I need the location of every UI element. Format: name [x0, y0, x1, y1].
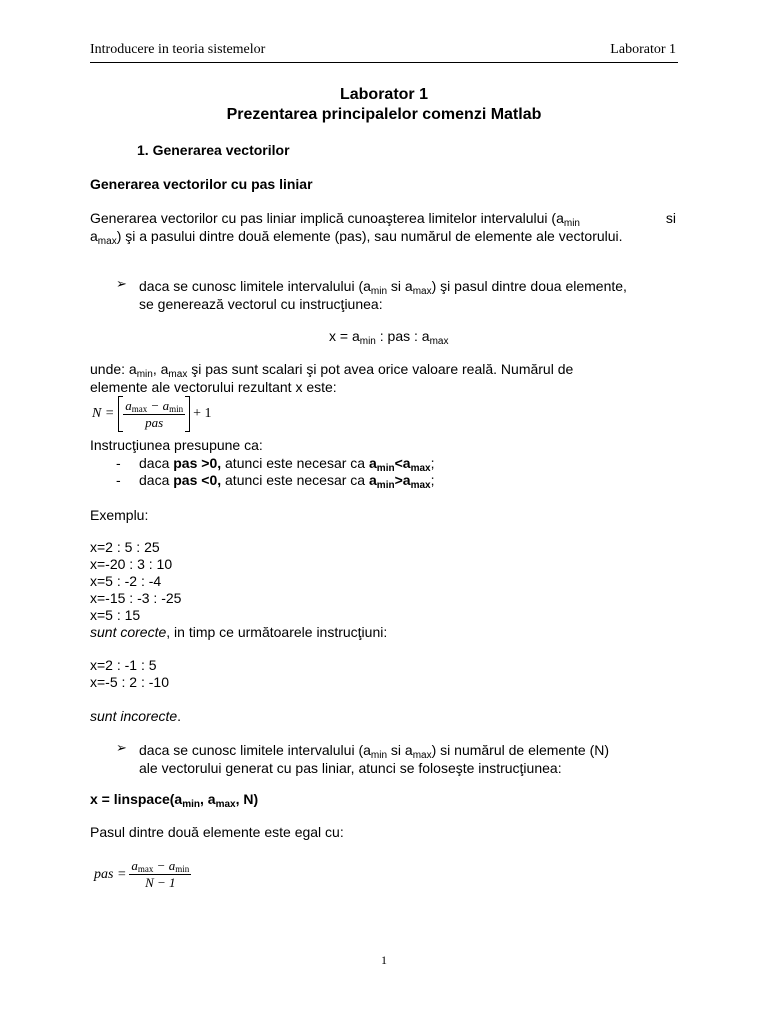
formula-pas-fraction: $\frac{amax - amin}{N - 1}$ [131, 858, 190, 890]
arrow-bullet-icon: ➢ [116, 276, 127, 291]
example-incorrect-line: x=2 : -1 : 5 [90, 657, 157, 673]
bullet2-text: daca se cunosc limitele intervalului ($a_{min}$ si $a_{max}$) si numărul de elemente (N) ale vectorului generat cu pas liniar, atunci se foloseşte instrucţiunea: [139, 741, 676, 777]
linspace-command: $x = linspace(a_{min}$, $a_{max}$, N) [90, 791, 259, 810]
formula-n-plus: + 1 [193, 406, 212, 421]
example-correct-line: x=2 : 5 : 25 [90, 539, 160, 555]
section-heading: 1. Generarea vectorilor [137, 142, 290, 158]
condition-1: daca pas >0, atunci este necesar ca $a_{min}<a_{max}$; [139, 455, 435, 474]
example-correct-line: x=-15 : -3 : -25 [90, 590, 182, 606]
example-correct-line: x=-20 : 3 : 10 [90, 556, 173, 572]
unde-line2: elemente ale vectorului rezultant x este: [90, 379, 337, 395]
bullet1-line2: se generează vectorul cu instrucţiunea: [139, 296, 383, 312]
correct-note: sunt corecte, in timp ce următoarele instrucţiuni: [90, 624, 388, 640]
title-line1: Laborator 1 [339, 86, 428, 103]
header-right: Laborator 1 [610, 42, 676, 57]
formula-pas-lhs: pas = [94, 866, 127, 882]
example-correct-line: x=5 : 15 [90, 607, 141, 623]
arrow-bullet-icon: ➢ [116, 740, 127, 755]
incorrect-note: sunt incorecte. [90, 708, 182, 724]
intro-text-3: a [90, 228, 98, 244]
intro-text-2: si [665, 210, 676, 226]
formula-n-lhs: N = [92, 406, 115, 421]
dash-1: - [116, 455, 121, 471]
bullet2-line2: ale vectorului generat cu pas liniar, atunci se foloseşte instrucţiunea: [139, 760, 562, 776]
title-line2: Prezentarea principalelor comenzi Matlab [226, 106, 542, 123]
dash-2: - [116, 472, 121, 488]
example-correct-line: x=5 : -2 : -4 [90, 573, 162, 589]
intro-text-1: Generarea vectorilor cu pas liniar implică cunoaşterea limitelor intervalului ($a_{min}$ [90, 210, 580, 229]
page-number: 1 [381, 953, 387, 967]
subsection-heading: Generarea vectorilor cu pas liniar [90, 176, 313, 192]
intro-text-4: ) şi a pasului dintre două elemente (pas), sau numărul de elemente ale vectorului. [116, 228, 623, 244]
bullet1-text: daca se cunosc limitele intervalului ($a_{min}$ si $a_{max}$) şi pasul dintre doua elemente, se generează vectorul cu instrucţiunea: [139, 277, 676, 313]
instr-line: Instrucţiunea presupune ca: [90, 437, 263, 453]
example-heading: Exemplu: [90, 507, 149, 523]
formula-pas [94, 858, 191, 891]
header-rule [90, 62, 678, 63]
formula-n [92, 396, 212, 432]
pasul-line: Pasul dintre două elemente este egal cu: [90, 824, 344, 840]
condition-2: daca pas <0, atunci este necesar ca $a_{min}>a_{max}$; [139, 472, 435, 491]
intro-paragraph [90, 209, 676, 245]
unde-paragraph: unde: $a_{min}$, $a_{max}$ şi pas sunt scalari şi pot avea orice valoare reală. Numărul de elemente ale vectorului rezultant x este: [90, 360, 676, 396]
formula-range: $x = a_{min}$ : pas : $a_{max}$ [329, 328, 449, 347]
intro-sub-max: max [97, 236, 117, 247]
formula-n-fraction: $\frac{amax - amin}{\text{pas}}$ [125, 397, 184, 430]
example-incorrect-line: x=-5 : 2 : -10 [90, 674, 169, 690]
header-left: Introducere in teoria sistemelor [90, 42, 266, 57]
